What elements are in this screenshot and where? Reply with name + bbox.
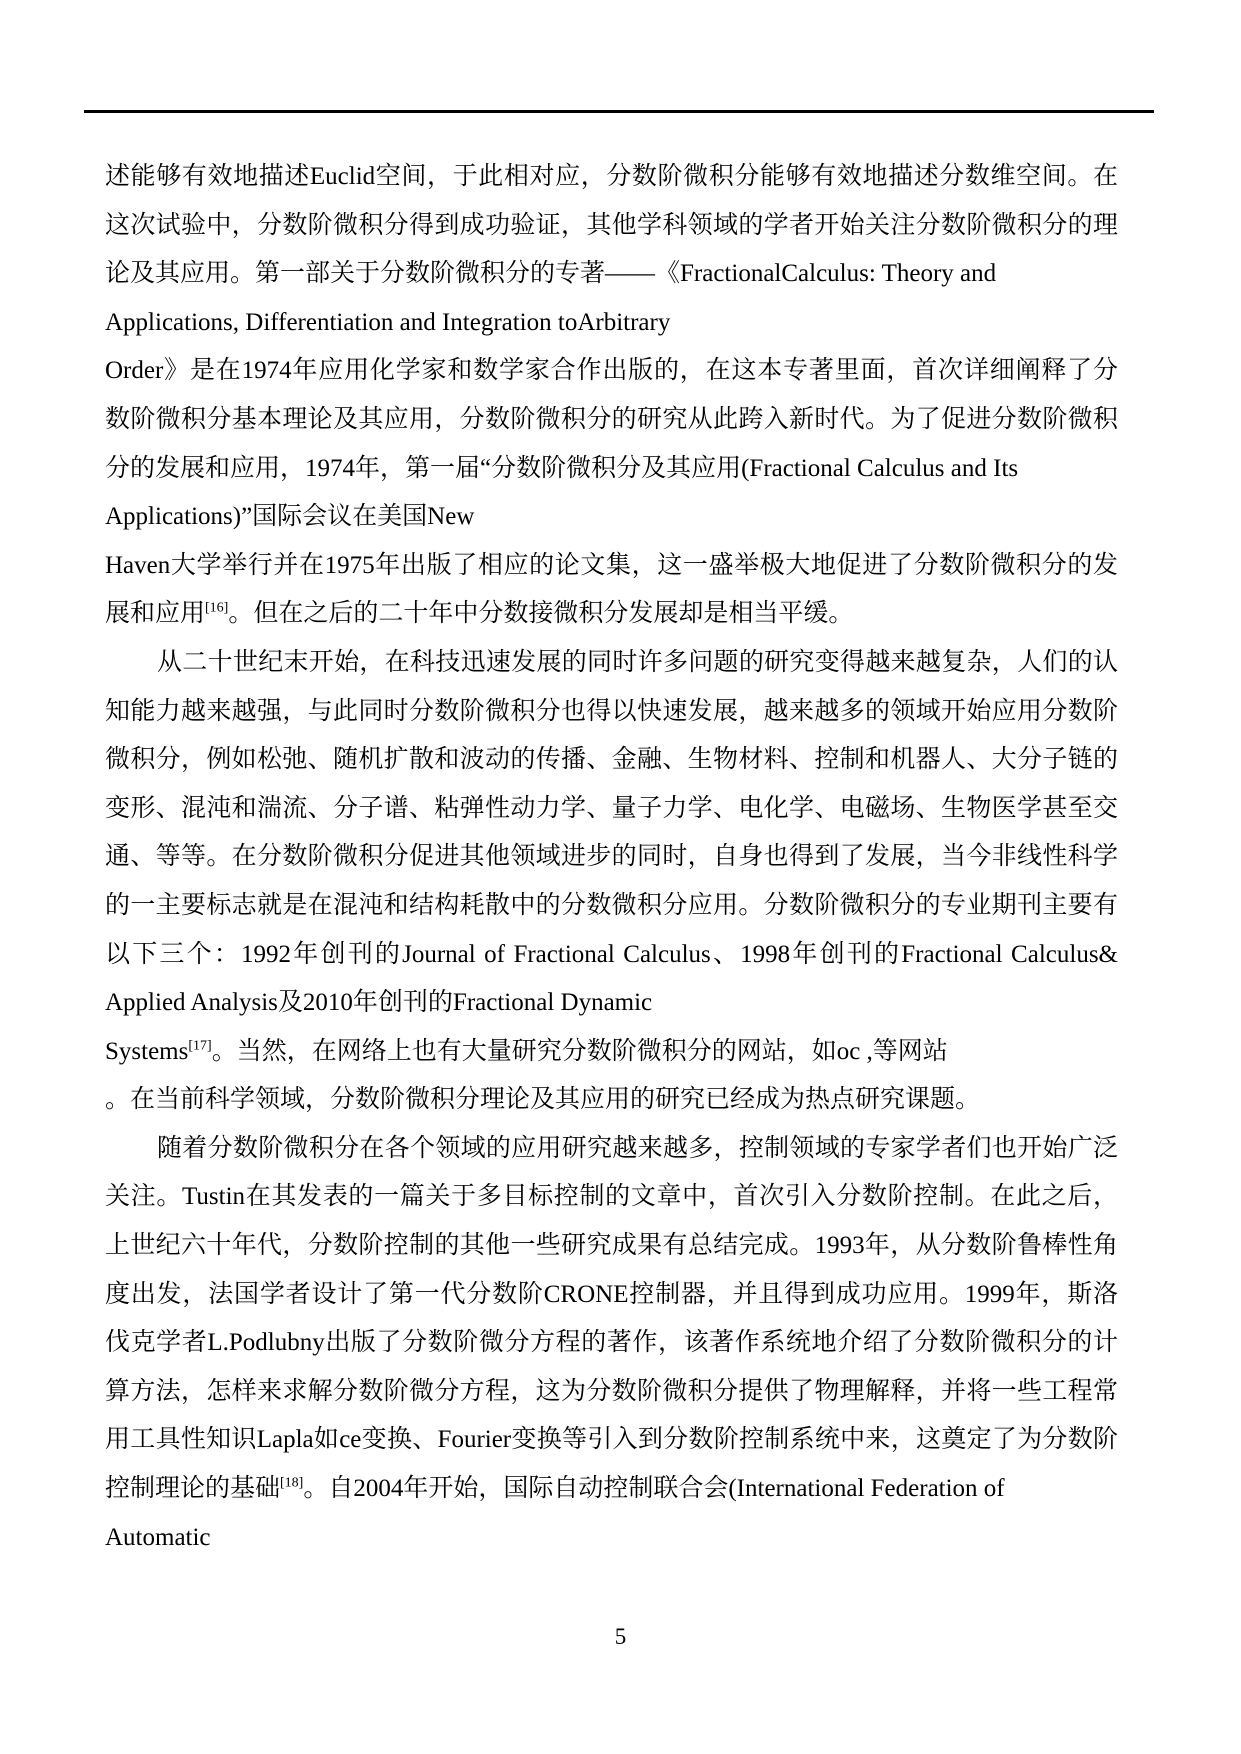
- text-segment: 上世纪六十年代，分数阶控制的其他一些研究成果有总结完成。1993年，从分数阶鲁棒性角: [105, 1232, 1118, 1260]
- text-line: [105, 153, 1118, 202]
- text-line: [105, 979, 1118, 1028]
- text-segment: 控制理论的基础: [105, 1475, 281, 1503]
- text-segment: 变形、混沌和湍流、分子谱、粘弹性动力学、量子力学、电化学、电磁场、生物医学甚至交: [105, 794, 1118, 822]
- text-segment: 以下三个：1992年创刊的Journal of Fractional Calculus、1998年创刊的Fractional Calculus&: [105, 940, 1118, 968]
- text-segment: 度出发，法国学者设计了第一代分数阶CRONE控制器，并且得到成功应用。1999年，斯洛: [105, 1280, 1118, 1308]
- text-line: [105, 1222, 1118, 1271]
- page-number: 5: [614, 1624, 627, 1649]
- text-line: [105, 299, 1118, 348]
- text-segment: 。自2004年开始，国际自动控制联合会(International Federation of: [303, 1475, 1005, 1503]
- text-segment: 算方法，怎样来求解分数阶微分方程，这为分数阶微积分提供了物理解释，并将一些工程常: [105, 1377, 1118, 1405]
- text-line: [105, 736, 1118, 785]
- text-line: [105, 1465, 1118, 1514]
- text-line: [105, 202, 1118, 251]
- text-line: [105, 1416, 1118, 1465]
- text-line: [105, 250, 1118, 299]
- text-segment: 分的发展和应用，1974年，第一届“分数阶微积分及其应用(Fractional Calculus and Its: [105, 454, 1019, 482]
- text-segment: 。但在之后的二十年中分数接微积分发展却是相当平缓。: [228, 600, 854, 628]
- header-rule: [84, 110, 1154, 113]
- document-body: [105, 153, 1118, 1562]
- text-line: [105, 493, 1118, 542]
- text-segment: Applied Analysis及2010年创刊的Fractional Dynamic: [105, 989, 653, 1017]
- text-line: [105, 1319, 1118, 1368]
- text-segment: 。当然，在网络上也有大量研究分数阶微积分的网站，如oc ,等网站: [211, 1037, 948, 1065]
- text-line: [105, 931, 1118, 980]
- text-segment: 用工具性知识Lapla如ce变换、Fourier变换等引入到分数阶控制系统中来，这奠定了为分数阶: [105, 1426, 1118, 1454]
- citation-ref: [17]: [188, 1038, 212, 1054]
- text-line: [105, 1514, 1118, 1563]
- text-line: [105, 1028, 1118, 1077]
- text-segment: 从二十世纪末开始，在科技迅速发展的同时许多问题的研究变得越来越复杂，人们的认: [157, 648, 1118, 676]
- text-line: [105, 396, 1118, 445]
- text-line: [105, 590, 1118, 639]
- text-segment: 的一主要标志就是在混沌和结构耗散中的分数微积分应用。分数阶微积分的专业期刊主要有: [105, 891, 1118, 919]
- citation-ref: [18]: [280, 1475, 304, 1491]
- citation-ref: [16]: [205, 601, 229, 617]
- text-segment: Applications, Differentiation and Integration toArbitrary: [105, 308, 671, 336]
- text-segment: 展和应用: [105, 600, 206, 628]
- text-line: [105, 785, 1118, 834]
- text-segment: 关注。Tustin在其发表的一篇关于多目标控制的文章中，首次引入分数阶控制。在此之后，: [105, 1183, 1118, 1211]
- text-line: [105, 882, 1118, 931]
- text-segment: Systems: [105, 1037, 189, 1065]
- text-segment: 微积分，例如松弛、随机扩散和波动的传播、金融、生物材料、控制和机器人、大分子链的: [105, 746, 1118, 774]
- text-segment: 。在当前科学领域，分数阶微积分理论及其应用的研究已经成为热点研究课题。: [105, 1086, 981, 1114]
- text-line: [105, 1125, 1118, 1174]
- text-segment: 随着分数阶微积分在各个领域的应用研究越来越多，控制领域的专家学者们也开始广泛: [157, 1134, 1118, 1162]
- text-segment: 数阶微积分基本理论及其应用，分数阶微积分的研究从此跨入新时代。为了促进分数阶微积: [105, 405, 1118, 433]
- text-line: [105, 639, 1118, 688]
- text-segment: Applications)”国际会议在美国New: [105, 503, 475, 531]
- text-line: [105, 445, 1118, 494]
- text-segment: Order》是在1974年应用化学家和数学家合作出版的，在这本专著里面，首次详细阐释了分: [105, 357, 1118, 385]
- text-segment: 论及其应用。第一部关于分数阶微积分的专著——《FractionalCalculus: Theory and: [105, 260, 997, 288]
- text-segment: 伐克学者L.Podlubny出版了分数阶微分方程的著作，该著作系统地介绍了分数阶微积分的计: [105, 1329, 1118, 1357]
- text-line: [105, 1271, 1118, 1320]
- text-line: [105, 1368, 1118, 1417]
- text-line: [105, 688, 1118, 737]
- text-line: [105, 347, 1118, 396]
- text-segment: Automatic: [105, 1523, 211, 1551]
- text-line: [105, 1173, 1118, 1222]
- text-segment: Haven大学举行并在1975年出版了相应的论文集，这一盛举极大地促进了分数阶微积分的发: [105, 551, 1118, 579]
- text-line: [105, 833, 1118, 882]
- text-line: [105, 1076, 1118, 1125]
- text-segment: 通、等等。在分数阶微积分促进其他领域进步的同时，自身也得到了发展，当今非线性科学: [105, 843, 1118, 871]
- text-segment: 这次试验中，分数阶微积分得到成功验证，其他学科领域的学者开始关注分数阶微积分的理: [105, 211, 1118, 239]
- text-segment: 知能力越来越强，与此同时分数阶微积分也得以快速发展，越来越多的领域开始应用分数阶: [105, 697, 1118, 725]
- text-line: [105, 542, 1118, 591]
- text-segment: 述能够有效地描述Euclid空间，于此相对应，分数阶微积分能够有效地描述分数维空间。在: [105, 163, 1118, 190]
